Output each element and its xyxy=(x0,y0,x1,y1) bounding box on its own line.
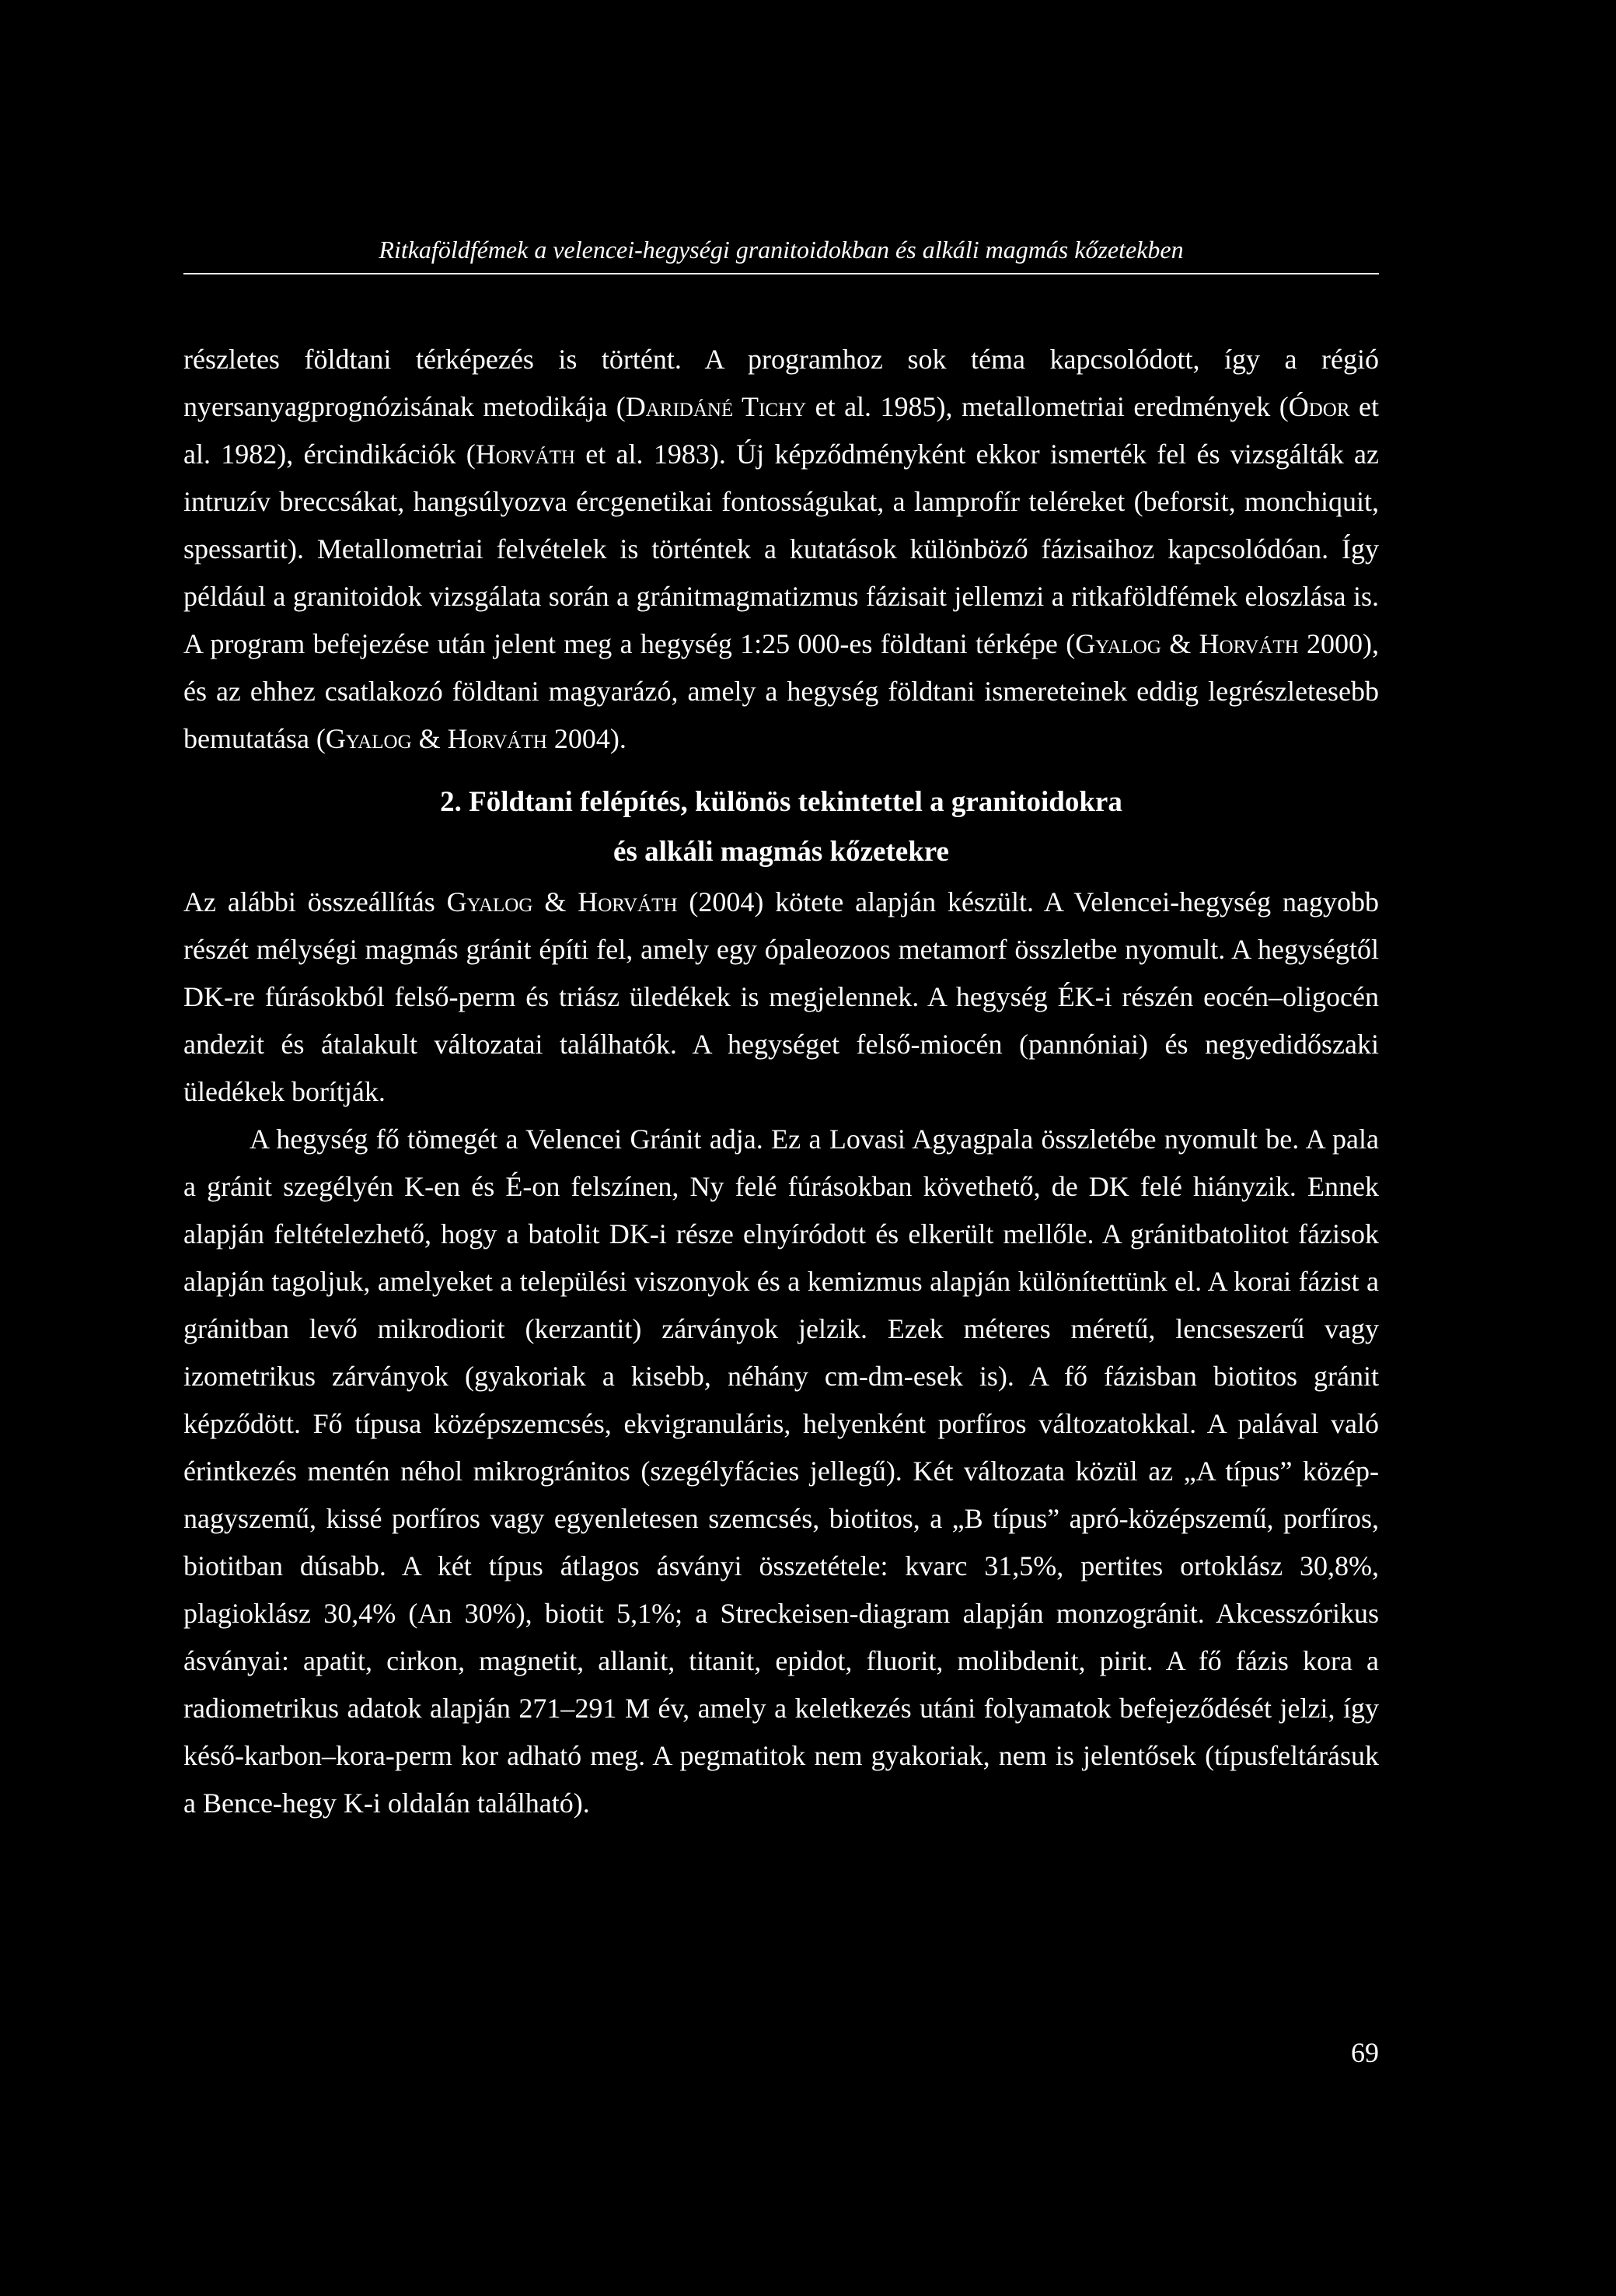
paragraph-intro xyxy=(183,336,1379,763)
section-heading-line-2: és alkáli magmás kőzetekre xyxy=(613,836,949,868)
author-citation: Horváth xyxy=(475,439,575,470)
author-citation: Daridáné Tichy xyxy=(625,391,807,422)
header-rule xyxy=(183,273,1379,274)
text-run: (2004) kötete alapján készült. A Velencei-hegység nagyobb részét mélységi magmás gránit építi fel, amely egy ópaleozoos metamorf összletbe nyomult. A hegységtől DK-re fúrásokból felső-perm és triász üledékek is megjelennek. A hegység ÉK-i részén eocén–oligocén andezit és átalakult változatai találhatók. A hegységet felső-miocén (pannóniai) és negyedidőszaki üledékek borítják. xyxy=(183,886,1379,1107)
author-citation: Horváth xyxy=(1199,628,1299,659)
author-citation: Ódor xyxy=(1288,391,1350,422)
text-run: & xyxy=(532,886,578,917)
text-run: et al. 1985), metallometriai eredmények ( xyxy=(806,391,1289,422)
text-run: 2004). xyxy=(546,723,627,754)
text-run: 2000), és az ehhez csatlakozó földtani magyarázó, amely a hegység földtani ismereteinek eddig legrészletesebb bemutatása ( xyxy=(183,628,1379,754)
text-run: Az alábbi összeállítás xyxy=(183,886,447,917)
author-citation: Gyalog xyxy=(325,723,412,754)
paragraph-overview xyxy=(183,879,1379,1116)
body-text xyxy=(183,336,1379,1827)
page-number: 69 xyxy=(1351,2037,1379,2068)
text-run: & xyxy=(1161,628,1199,659)
text-run: et al. 1982), ércindikációk ( xyxy=(183,391,1379,470)
author-citation: Horváth xyxy=(578,886,678,917)
author-citation: Horváth xyxy=(447,723,547,754)
paragraph-granite: A hegység fő tömegét a Velencei Gránit adja. Ez a Lovasi Agyagpala összletébe nyomult be. A pala a gránit szegélyén K-en és É-on felszínen, Ny felé fúrásokban követhető, de DK felé hiányzik. Ennek alapján feltételezhető, hogy a batolit DK-i része elnyíródott és elkerült mellőle. A gránitbatolitot fázisok alapján tagoljuk, amelyeket a települési viszonyok és a kemizmus alapján különítettünk el. A korai fázist a gránitban levő mikrodiorit (kerzantit) zárványok jelzik. Ezek méteres méretű, lencseszerű vagy izometrikus zárványok (gyakoriak a kisebb, néhány cm-dm-esek is). A fő fázisban biotitos gránit képződött. Fő típusa középszemcsés, ekvigranuláris, helyenként porfíros változatokkal. A palával való érintkezés mentén néhol mikrogránitos (szegélyfácies jellegű). Két változata közül az „A típus” közép-nagyszemű, kissé porfíros vagy egyenletesen szemcsés, biotitos, a „B típus” apró-középszemű, porfíros, biotitban dúsabb. A két típus átlagos ásványi összetétele: kvarc 31,5%, pertites ortoklász 30,8%, plagioklász 30,4% (An 30%), biotit 5,1%; a Streckeisen-diagram alapján monzogránit. Akcesszórikus ásványai: apatit, cirkon, magnetit, allanit, titanit, epidot, fluorit, molibdenit, pirit. A fő fázis kora a radiometrikus adatok alapján 271–291 M év, amely a keletkezés utáni folyamatok befejeződését jelzi, így késő-karbon–kora-perm kor adható meg. A pegmatitok nem gyakoriak, nem is jelentősek (típusfeltárásuk a Bence-hegy K-i oldalán található). xyxy=(183,1124,1379,1819)
running-header: Ritkaföldfémek a velencei-hegységi granitoidokban és alkáli magmás kőzetekben xyxy=(379,236,1184,264)
section-heading-line-1: 2. Földtani felépítés, különös tekintettel a granitoidokra xyxy=(440,786,1122,818)
text-run: & xyxy=(411,723,448,754)
author-citation: Gyalog xyxy=(446,886,533,917)
text-run: et al. 1983). Új képződményként ekkor ismerték fel és vizsgálták az intruzív breccsákat, hangsúlyozva ércgenetikai fontosságukat, a lamprofír teléreket (beforsit, monchiquit, spessartit). Metallometriai felvételek is történtek a kutatások különböző fázisaihoz kapcsolódóan. Így például a granitoidok vizsgálata során a gránitmagmatizmus fázisait jellemzi a ritkaföldfémek eloszlása is. A program befejezése után jelent meg a hegység 1:25 000-es földtani térképe ( xyxy=(183,439,1379,659)
text-run: részletes földtani térképezés is történt. A programhoz sok téma kapcsolódott, így a régió nyersanyagprognózisának metodikája ( xyxy=(183,344,1379,422)
author-citation: Gyalog xyxy=(1075,628,1161,659)
